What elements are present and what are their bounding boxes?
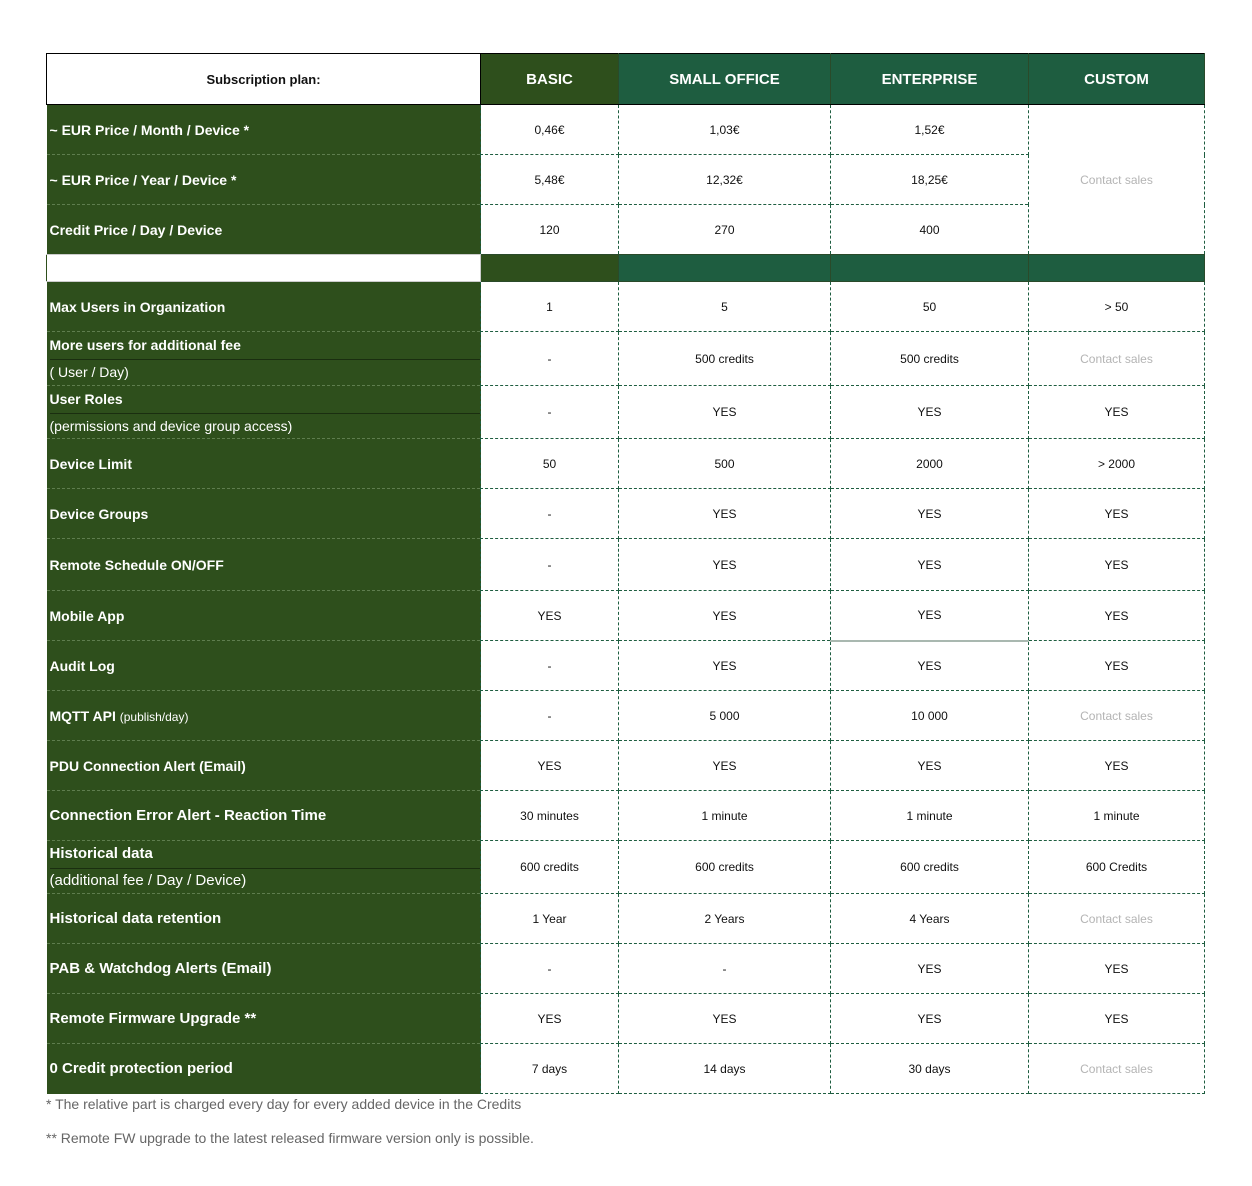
value-cell: 400	[831, 205, 1029, 255]
row-label: Credit Price / Day / Device	[47, 205, 481, 255]
value-cell: YES	[619, 489, 831, 539]
value-cell: -	[619, 944, 831, 994]
value-cell: 600 credits	[831, 841, 1029, 894]
row-label: Mobile App	[47, 591, 481, 641]
feature-row-mobile-app	[47, 591, 1205, 641]
value-cell: 12,32€	[619, 155, 831, 205]
value-cell: 5 000	[619, 691, 831, 741]
spacer-cell	[1029, 255, 1205, 282]
row-label-sub: ( User / Day)	[49, 364, 129, 380]
value-cell: 500 credits	[831, 332, 1029, 386]
row-label: PDU Connection Alert (Email)	[47, 741, 481, 791]
value-cell: 600 credits	[619, 841, 831, 894]
value-cell: 120	[481, 205, 619, 255]
plan-header-row	[47, 54, 1205, 105]
value-cell: 14 days	[619, 1044, 831, 1094]
value-cell: 1 minute	[831, 791, 1029, 841]
value-cell: YES	[619, 386, 831, 439]
value-cell: Contact sales	[1029, 332, 1205, 386]
value-cell: 1	[481, 282, 619, 332]
value-cell: 50	[481, 439, 619, 489]
value-cell: YES	[831, 741, 1029, 791]
value-cell: YES	[1029, 741, 1205, 791]
value-cell: YES	[831, 386, 1029, 439]
value-cell: YES	[831, 539, 1029, 591]
value-cell: -	[481, 386, 619, 439]
value-cell: 600 Credits	[1029, 841, 1205, 894]
price-row-month	[47, 105, 1205, 155]
value-cell: 50	[831, 282, 1029, 332]
row-label: Device Limit	[47, 439, 481, 489]
feature-row-mqtt-api	[47, 691, 1205, 741]
row-label: Device Groups	[47, 489, 481, 539]
row-label: ~ EUR Price / Month / Device *	[47, 105, 481, 155]
value-cell: YES	[481, 591, 619, 641]
value-cell: 0,46€	[481, 105, 619, 155]
feature-row-device-limit	[47, 439, 1205, 489]
feature-row-historical-retention	[47, 894, 1205, 944]
value-cell: Contact sales	[1029, 1044, 1205, 1094]
value-cell: YES	[481, 741, 619, 791]
row-label: Remote Firmware Upgrade **	[47, 994, 481, 1044]
row-label	[47, 332, 481, 386]
row-label-main: MQTT API	[49, 707, 116, 724]
plan-header-enterprise: ENTERPRISE	[831, 54, 1029, 105]
value-cell: YES	[1029, 539, 1205, 591]
row-label	[47, 691, 481, 741]
row-label-main: Historical data	[50, 842, 481, 869]
spacer-cell	[47, 255, 481, 282]
row-label: Audit Log	[47, 641, 481, 691]
row-label: ~ EUR Price / Year / Device *	[47, 155, 481, 205]
value-cell: 5	[619, 282, 831, 332]
value-cell: YES	[1029, 641, 1205, 691]
subscription-plan-label: Subscription plan:	[47, 54, 481, 105]
value-cell: YES	[1029, 944, 1205, 994]
feature-row-firmware-upgrade	[47, 994, 1205, 1044]
value-cell: -	[481, 332, 619, 386]
value-cell: 2000	[831, 439, 1029, 489]
value-cell: 2 Years	[619, 894, 831, 944]
row-label: PAB & Watchdog Alerts (Email)	[47, 944, 481, 994]
value-cell: -	[481, 944, 619, 994]
row-label-main: More users for additional fee	[50, 333, 481, 360]
value-cell: 1 Year	[481, 894, 619, 944]
feature-row-credit-protection	[47, 1044, 1205, 1094]
spacer-row	[47, 255, 1205, 282]
feature-row-more-users	[47, 332, 1205, 386]
feature-row-connection-error-alert	[47, 791, 1205, 841]
value-cell: YES	[831, 641, 1029, 691]
value-cell: 30 minutes	[481, 791, 619, 841]
value-cell: YES	[619, 641, 831, 691]
value-cell: 5,48€	[481, 155, 619, 205]
value-cell: Contact sales	[1029, 894, 1205, 944]
footnote-credits: * The relative part is charged every day for every added device in the Credits	[46, 1096, 522, 1112]
value-cell: YES	[481, 994, 619, 1044]
value-cell: -	[481, 641, 619, 691]
value-cell: YES	[831, 994, 1029, 1044]
plan-header-custom: CUSTOM	[1029, 54, 1205, 105]
value-cell: YES	[1029, 489, 1205, 539]
custom-price-contact-sales: Contact sales	[1029, 105, 1205, 255]
value-cell: 10 000	[831, 691, 1029, 741]
row-label-main: User Roles	[50, 387, 481, 414]
feature-row-pab-watchdog	[47, 944, 1205, 994]
plan-header-small-office: SMALL OFFICE	[619, 54, 831, 105]
row-label	[47, 841, 481, 894]
value-cell: 600 credits	[481, 841, 619, 894]
value-cell: YES	[831, 591, 1029, 641]
value-cell: 30 days	[831, 1044, 1029, 1094]
value-cell: YES	[619, 591, 831, 641]
value-cell: YES	[1029, 994, 1205, 1044]
value-cell: YES	[1029, 386, 1205, 439]
feature-row-user-roles	[47, 386, 1205, 439]
value-cell: 1 minute	[1029, 791, 1205, 841]
row-label: Max Users in Organization	[47, 282, 481, 332]
value-cell: 1,52€	[831, 105, 1029, 155]
value-cell: 500	[619, 439, 831, 489]
value-cell: Contact sales	[1029, 691, 1205, 741]
value-cell: -	[481, 691, 619, 741]
value-cell: > 2000	[1029, 439, 1205, 489]
value-cell: 7 days	[481, 1044, 619, 1094]
value-cell: YES	[619, 741, 831, 791]
value-cell: > 50	[1029, 282, 1205, 332]
row-label-suffix: (publish/day)	[119, 709, 189, 724]
value-cell: -	[481, 539, 619, 591]
value-cell: 500 credits	[619, 332, 831, 386]
subscription-plan-table	[46, 53, 1205, 1094]
value-cell: YES	[1029, 591, 1205, 641]
value-cell: YES	[831, 489, 1029, 539]
plan-header-basic: BASIC	[481, 54, 619, 105]
feature-row-pdu-connection-alert	[47, 741, 1205, 791]
value-cell: YES	[619, 994, 831, 1044]
feature-row-historical-data	[47, 841, 1205, 894]
value-cell: 1 minute	[619, 791, 831, 841]
feature-row-remote-schedule	[47, 539, 1205, 591]
footnote-firmware: ** Remote FW upgrade to the latest released firmware version only is possible.	[46, 1130, 534, 1146]
spacer-cell	[831, 255, 1029, 282]
value-cell: YES	[831, 944, 1029, 994]
row-label: Remote Schedule ON/OFF	[47, 539, 481, 591]
value-cell: YES	[619, 539, 831, 591]
row-label: 0 Credit protection period	[47, 1044, 481, 1094]
feature-row-device-groups	[47, 489, 1205, 539]
value-cell: 4 Years	[831, 894, 1029, 944]
spacer-cell	[481, 255, 619, 282]
row-label: Historical data retention	[47, 894, 481, 944]
spacer-cell	[619, 255, 831, 282]
value-cell: -	[481, 489, 619, 539]
value-cell: 18,25€	[831, 155, 1029, 205]
row-label	[47, 386, 481, 439]
feature-row-max-users	[47, 282, 1205, 332]
value-cell: 270	[619, 205, 831, 255]
row-label-sub: (permissions and device group access)	[49, 417, 293, 434]
feature-row-audit-log	[47, 641, 1205, 691]
value-cell: 1,03€	[619, 105, 831, 155]
row-label-sub: (additional fee / Day / Device)	[49, 871, 247, 889]
row-label: Connection Error Alert - Reaction Time	[47, 791, 481, 841]
